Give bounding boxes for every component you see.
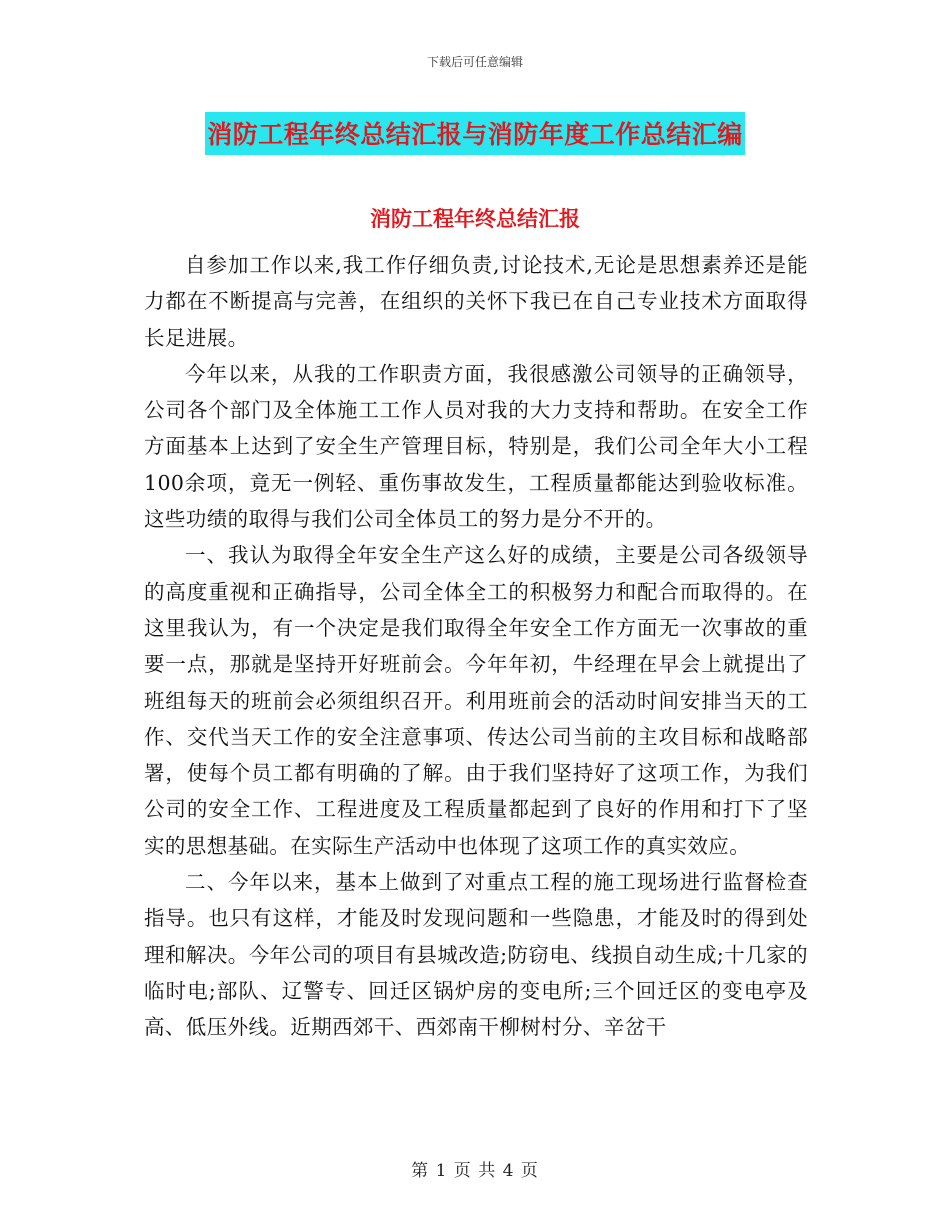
paragraph: 一、我认为取得全年安全生产这么好的成绩，主要是公司各级领导的高度重视和正确指导，公司全体全工的积极努力和配合而取得的。在这里我认为，有一个决定是我们取得全年安全工作方面无一次事故的重要一点，那就是坚持开好班前会。今年年初，牛经理在早会上就提出了班组每天的班前会必须组织召开。利用班前会的活动时间安排当天的工作、交代当天工作的安全注意事项、传达公司当前的主攻目标和战略部署，使每个员工都有明确的了解。由于我们坚持好了这项工作，为我们公司的安全工作、工程进度及工程质量都起到了良好的作用和打下了坚实的思想基础。在实际生产活动中也体现了这项工作的真实效应。 xyxy=(144,543,808,858)
page-number-footer: 第 1 页 共 4 页 xyxy=(411,1161,539,1181)
section-title: 消防工程年终总结汇报 xyxy=(370,207,580,231)
document-title: 消防工程年终总结汇报与消防年度工作总结汇编 xyxy=(205,112,745,155)
document-body xyxy=(144,247,808,1046)
paragraph: 二、今年以来，基本上做到了对重点工程的施工现场进行监督检查指导。也只有这样，才能及时发现问题和一些隐患，才能及时的得到处理和解决。今年公司的项目有县城改造;防窃电、线损自动生成;十几家的临时电;部队、辽警专、回迁区锅炉房的变电所;三个回迁区的变电亭及高、低压外线。近期西郊干、西郊南干柳树村分、辛岔干 xyxy=(144,870,808,1040)
document-title-container xyxy=(0,112,950,155)
paragraph: 今年以来，从我的工作职责方面，我很感激公司领导的正确领导，公司各个部门及全体施工工作人员对我的大力支持和帮助。在安全工作方面基本上达到了安全生产管理目标，特别是，我们公司全年大小工程100余项，竟无一例轻、重伤事故发生，工程质量都能达到验收标准。这些功绩的取得与我们公司全体员工的努力是分不开的。 xyxy=(144,361,808,532)
paragraph: 自参加工作以来,我工作仔细负责,讨论技术,无论是思想素养还是能力都在不断提高与完善，在组织的关怀下我已在自己专业技术方面取得长足进展。 xyxy=(144,253,808,350)
page-header-note: 下载后可任意编辑 xyxy=(426,55,523,69)
